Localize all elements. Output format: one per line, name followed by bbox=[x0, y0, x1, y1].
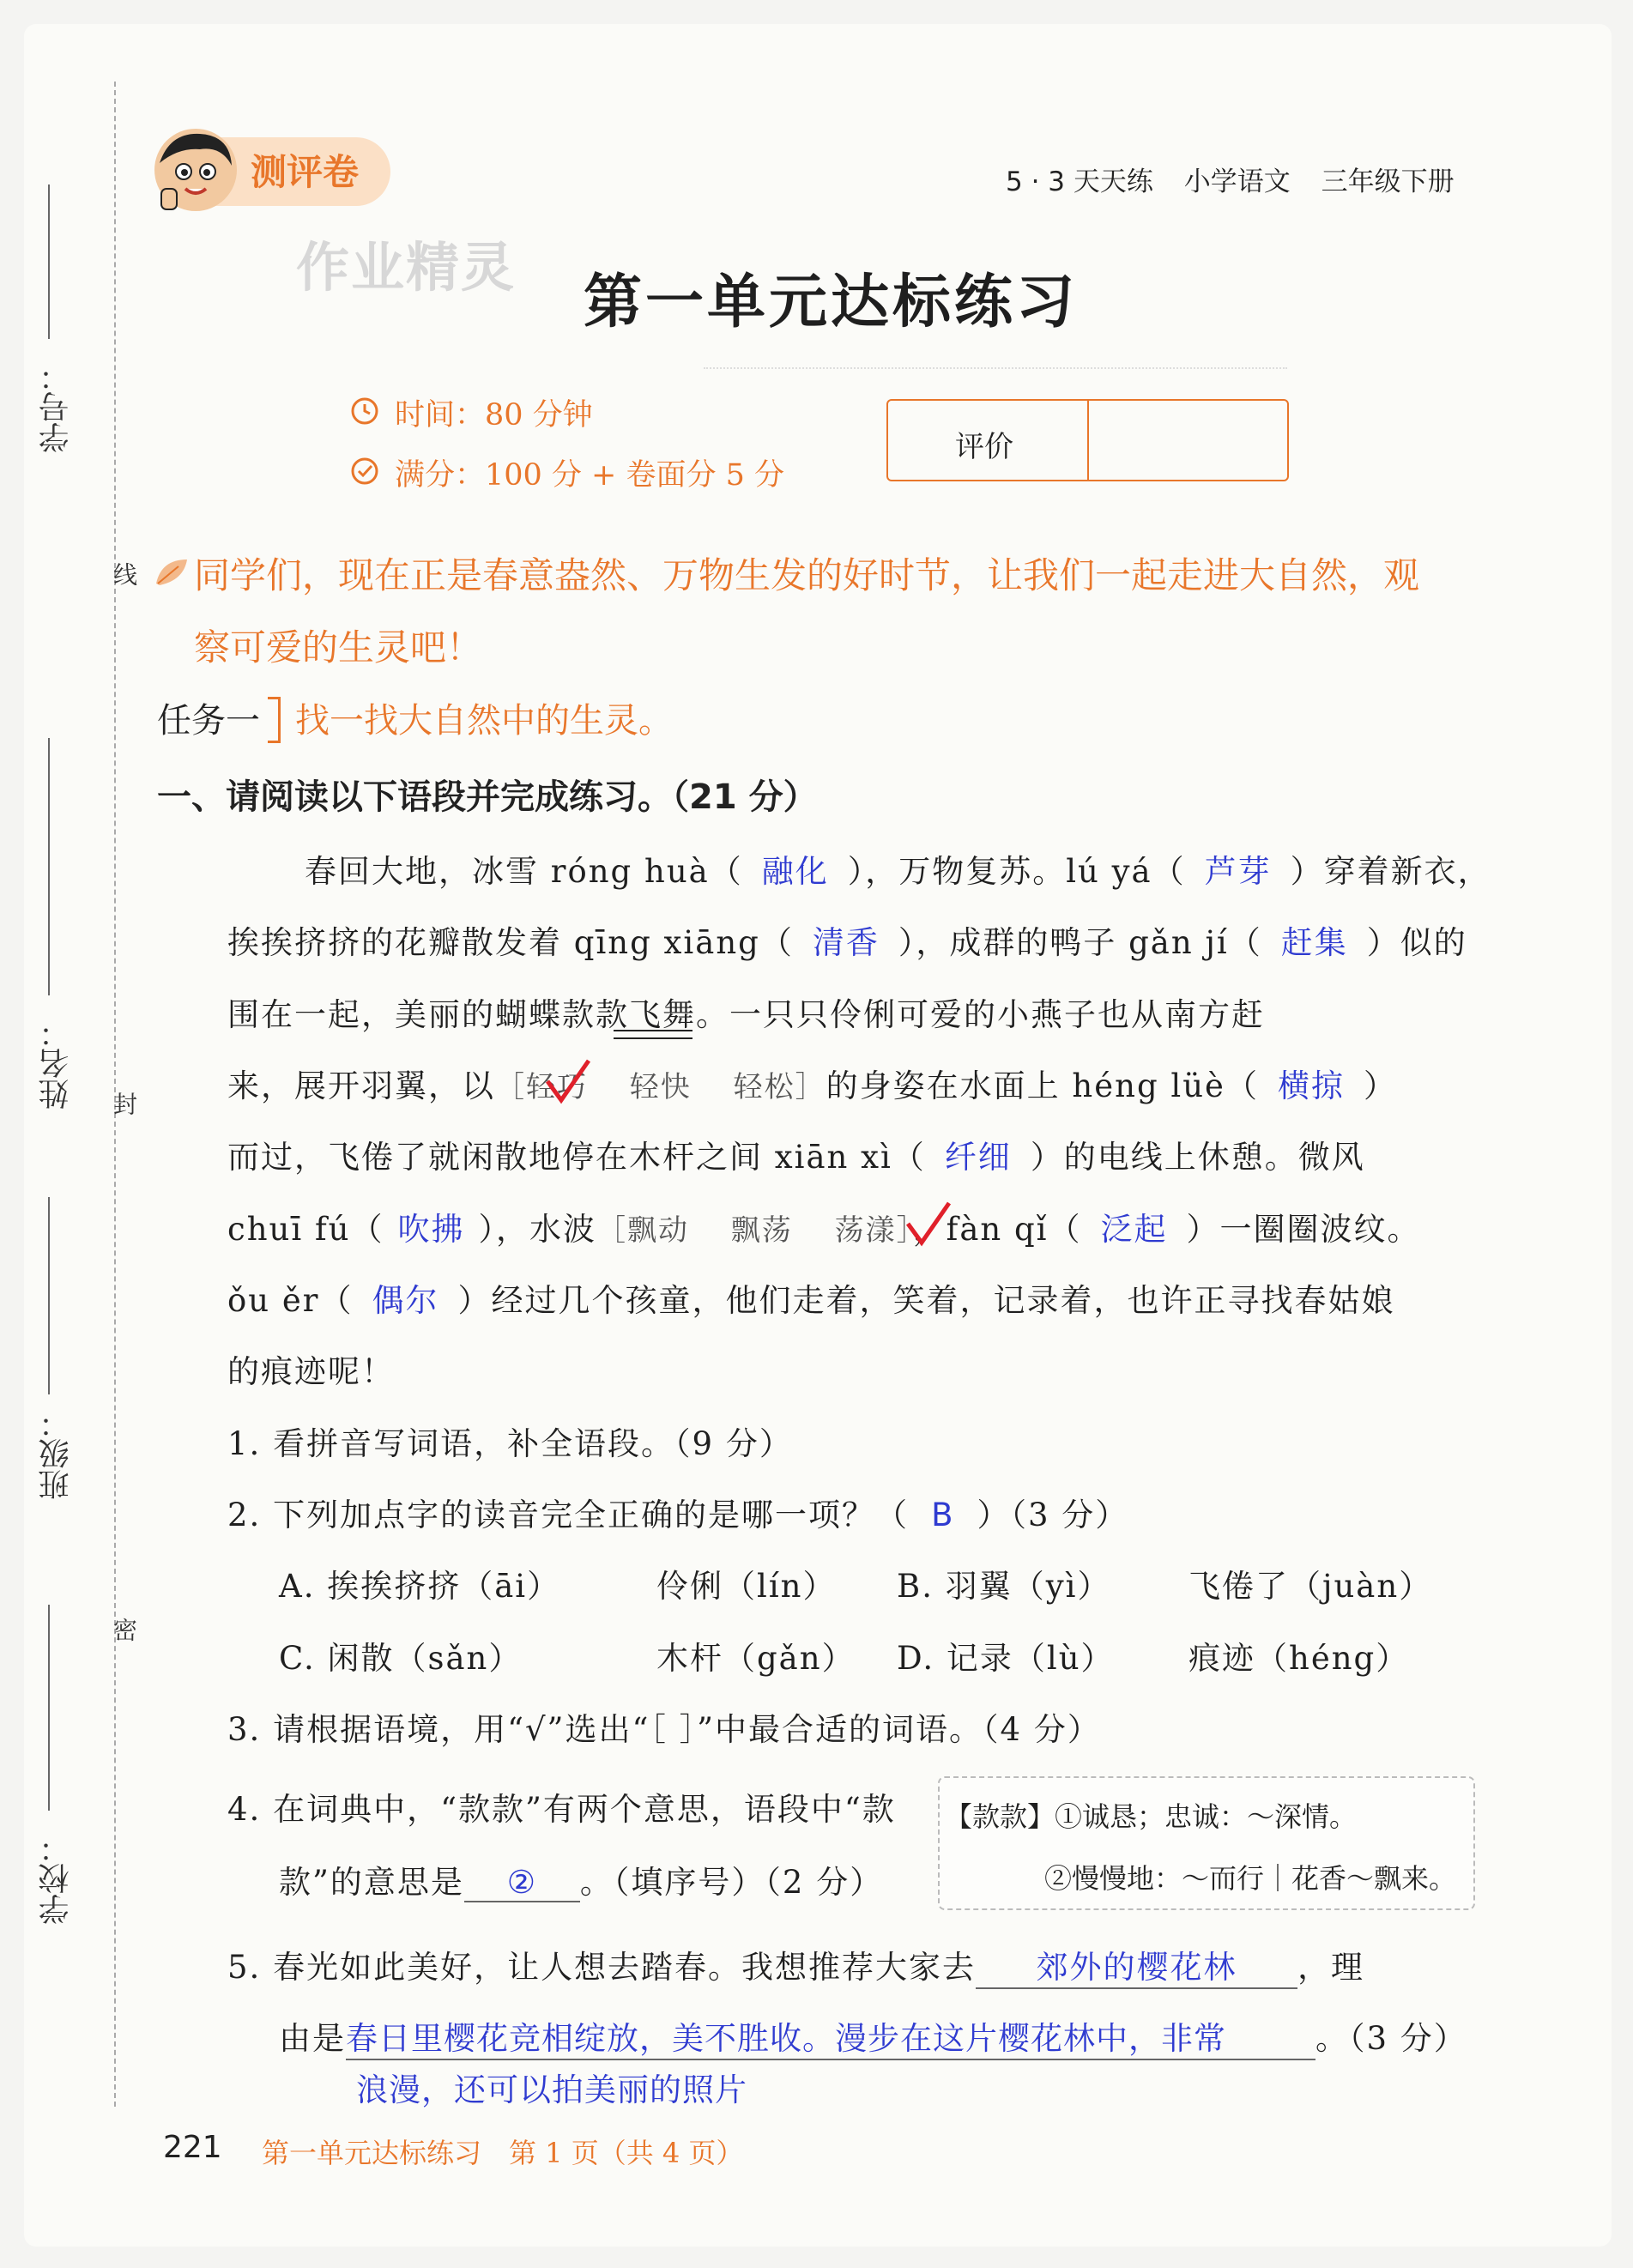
title-rule bbox=[704, 367, 1287, 369]
subject: 小学语文 bbox=[1183, 166, 1291, 197]
answer-q4[interactable]: ② bbox=[464, 1864, 580, 1902]
option-c1[interactable]: C. 闲散（sǎn） bbox=[279, 1640, 523, 1677]
margin-mark-mi: 密 bbox=[110, 1618, 138, 1642]
check-mark-qingqiao bbox=[542, 1057, 594, 1109]
question-5-text: 由是 bbox=[279, 2020, 346, 2057]
field-class[interactable] bbox=[48, 1197, 50, 1394]
passage-text: ）经过几个孩童，他们走着，笑着，记录着，也许正寻找春姑娘 bbox=[457, 1282, 1395, 1319]
question-5-text: 5. 春光如此美好，让人想去踏春。我想推荐大家去 bbox=[227, 1949, 977, 1986]
passage-text: ） bbox=[1363, 1067, 1397, 1104]
field-student-number[interactable] bbox=[48, 184, 50, 339]
intro-line-2: 察可爱的生灵吧！ bbox=[194, 626, 483, 668]
word-choice-2[interactable]: ［飘动 飘荡 荡漾］ bbox=[596, 1213, 913, 1248]
option-b2[interactable]: 飞倦了（juàn） bbox=[1188, 1568, 1433, 1605]
question-5-text: ，理 bbox=[1297, 1949, 1365, 1986]
option-a1[interactable]: A. 挨挨挤挤（āi） bbox=[279, 1568, 561, 1605]
answer-ronghua[interactable]: 融化 bbox=[761, 853, 829, 890]
section-heading: 一、请阅读以下语段并完成练习。（21 分） bbox=[157, 777, 818, 817]
passage-text: ）的电线上休憩。微风 bbox=[1030, 1139, 1365, 1176]
passage-line-7 bbox=[227, 1274, 1394, 1321]
answer-luya[interactable]: 芦芽 bbox=[1204, 853, 1272, 890]
passage-text: ），水波 bbox=[478, 1211, 596, 1248]
answer-henglue[interactable]: 横掠 bbox=[1277, 1067, 1345, 1104]
check-mark-dangyang bbox=[903, 1200, 954, 1251]
answer-qingxiang[interactable]: 清香 bbox=[812, 924, 880, 961]
badge-label: 测评卷 bbox=[251, 151, 360, 193]
passage-text: 挨挨挤挤的花瓣散发着 qīng xiāng（ bbox=[227, 924, 794, 961]
series-title bbox=[1006, 160, 1455, 198]
question-2-stem: 2. 下列加点字的读音完全正确的是哪一项？（ bbox=[227, 1497, 910, 1533]
option-b1[interactable]: B. 羽翼（yì） bbox=[897, 1568, 1111, 1605]
answer-chuifu[interactable]: 吹拂 bbox=[397, 1211, 465, 1248]
option-d2[interactable]: 痕迹（héng） bbox=[1188, 1640, 1410, 1677]
answer-ouer[interactable]: 偶尔 bbox=[372, 1282, 439, 1319]
word-choice-1[interactable]: ［轻巧 轻快 轻松］ bbox=[495, 1070, 826, 1104]
label-class: 班级： bbox=[39, 1407, 74, 1500]
evaluation-box[interactable] bbox=[886, 399, 1289, 481]
question-2-score: ）（3 分） bbox=[977, 1497, 1129, 1533]
question-1: 1. 看拼音写词语，补全语段。（9 分） bbox=[227, 1425, 793, 1462]
dictionary-box bbox=[938, 1776, 1475, 1910]
passage-text: 而过，飞倦了就闲散地停在木杆之间 xiān xì（ bbox=[227, 1139, 926, 1176]
page-title: 第一单元达标练习 bbox=[584, 268, 1079, 336]
margin-mark-feng: 封 bbox=[110, 1092, 138, 1116]
passage-line-4 bbox=[227, 1060, 1397, 1106]
passage-text: ）穿着新衣， bbox=[1290, 853, 1491, 890]
leaf-icon bbox=[153, 554, 191, 589]
passage-line-2 bbox=[227, 916, 1467, 963]
kuankuan-double-underline bbox=[614, 1030, 693, 1039]
footer-label: 第一单元达标练习 第 1 页（共 4 页） bbox=[262, 2137, 744, 2169]
label-school: 学校： bbox=[39, 1832, 74, 1925]
intro-line-1: 同学们，现在正是春意盎然、万物生发的好时节，让我们一起走进大自然，观 bbox=[194, 554, 1420, 596]
answer-fanqi[interactable]: 泛起 bbox=[1100, 1211, 1168, 1248]
label-name: 姓名： bbox=[39, 1017, 74, 1110]
score-icon bbox=[350, 457, 379, 486]
passage-text: ，fàn qǐ（ bbox=[912, 1211, 1082, 1248]
task-text: 找一找大自然中的生灵。 bbox=[295, 701, 673, 741]
passage-text: 春回大地，冰雪 róng huà（ bbox=[305, 853, 743, 890]
question-4-line-1: 4. 在词典中，“款款”有两个意思，语段中“款 bbox=[227, 1791, 896, 1828]
passage-line-5 bbox=[227, 1131, 1365, 1177]
option-d1[interactable]: D. 记录（lù） bbox=[897, 1640, 1115, 1677]
label-student-number: 学号： bbox=[39, 360, 74, 453]
answer-ganji[interactable]: 赶集 bbox=[1280, 924, 1348, 961]
passage-text: chuī fú（ bbox=[227, 1211, 384, 1248]
answer-q2[interactable]: B bbox=[931, 1497, 955, 1533]
task-label: 任务一 bbox=[157, 701, 260, 741]
answer-xianxi[interactable]: 纤细 bbox=[944, 1139, 1012, 1176]
series-name: 5 · 3 天天练 bbox=[1006, 166, 1153, 197]
passage-text: ）似的 bbox=[1366, 924, 1467, 961]
passage-line-3: 围在一起，美丽的蝴蝶款款飞舞。一只只伶俐可爱的小燕子也从南方赶 bbox=[227, 996, 1265, 1033]
dictionary-entry-2: ②慢慢地：～而行｜花香～飘来。 bbox=[1044, 1862, 1457, 1895]
mascot-avatar bbox=[153, 127, 239, 213]
margin-mark-xian: 线 bbox=[110, 562, 138, 586]
score-text: 满分：100 分 + 卷面分 5 分 bbox=[395, 458, 785, 493]
passage-line-1 bbox=[305, 845, 1491, 892]
dictionary-entry-1: 【款款】①诚恳；忠诚：～深情。 bbox=[945, 1800, 1358, 1833]
question-3: 3. 请根据语境，用“√”选出“［ ］”中最合适的词语。（4 分） bbox=[227, 1711, 1101, 1748]
passage-text: ），成群的鸭子 gǎn jí（ bbox=[898, 924, 1262, 961]
answer-q5-place[interactable]: 郊外的樱花林 bbox=[976, 1941, 1297, 1989]
task-label-bracket bbox=[268, 697, 281, 743]
time-text: 时间：80 分钟 bbox=[395, 398, 593, 432]
passage-text: 的身姿在水面上 héng lüè（ bbox=[826, 1067, 1259, 1104]
answer-q5-reason[interactable]: 春日里樱花竞相绽放，美不胜收。漫步在这片樱花林中，非常 bbox=[346, 2012, 1315, 2060]
evaluation-label: 评价 bbox=[955, 430, 1013, 464]
grade: 三年级下册 bbox=[1321, 166, 1455, 197]
clock-icon bbox=[350, 396, 379, 426]
question-5-text: 。（3 分） bbox=[1315, 2020, 1467, 2057]
passage-text: 来，展开羽翼，以 bbox=[227, 1067, 495, 1104]
option-a2[interactable]: 伶俐（lín） bbox=[656, 1568, 837, 1605]
evaluation-divider bbox=[1087, 401, 1089, 480]
question-2 bbox=[227, 1489, 1128, 1535]
question-5-line-2 bbox=[279, 2012, 1467, 2060]
passage-line-6 bbox=[227, 1203, 1421, 1249]
passage-line-8: 的痕迹呢！ bbox=[227, 1353, 395, 1390]
answer-q5-reason-cont[interactable]: 浪漫，还可以拍美丽的照片 bbox=[356, 2071, 747, 2108]
option-c2[interactable]: 木杆（gǎn） bbox=[656, 1640, 856, 1677]
field-school[interactable] bbox=[48, 1605, 50, 1811]
question-4-line-2 bbox=[279, 1856, 883, 1902]
passage-text: ǒu ěr（ bbox=[227, 1282, 354, 1319]
question-4-text: 。（填序号）（2 分） bbox=[579, 1864, 884, 1901]
passage-text: ）一圈圈波纹。 bbox=[1186, 1211, 1421, 1248]
question-5-line-1 bbox=[227, 1941, 1364, 1989]
watermark: 作业精灵 bbox=[296, 236, 517, 299]
question-4-text: 款”的意思是 bbox=[279, 1864, 464, 1901]
field-name[interactable] bbox=[48, 738, 50, 995]
page-number: 221 bbox=[163, 2130, 222, 2165]
passage-text: ），万物复苏。lú yá（ bbox=[847, 853, 1186, 890]
